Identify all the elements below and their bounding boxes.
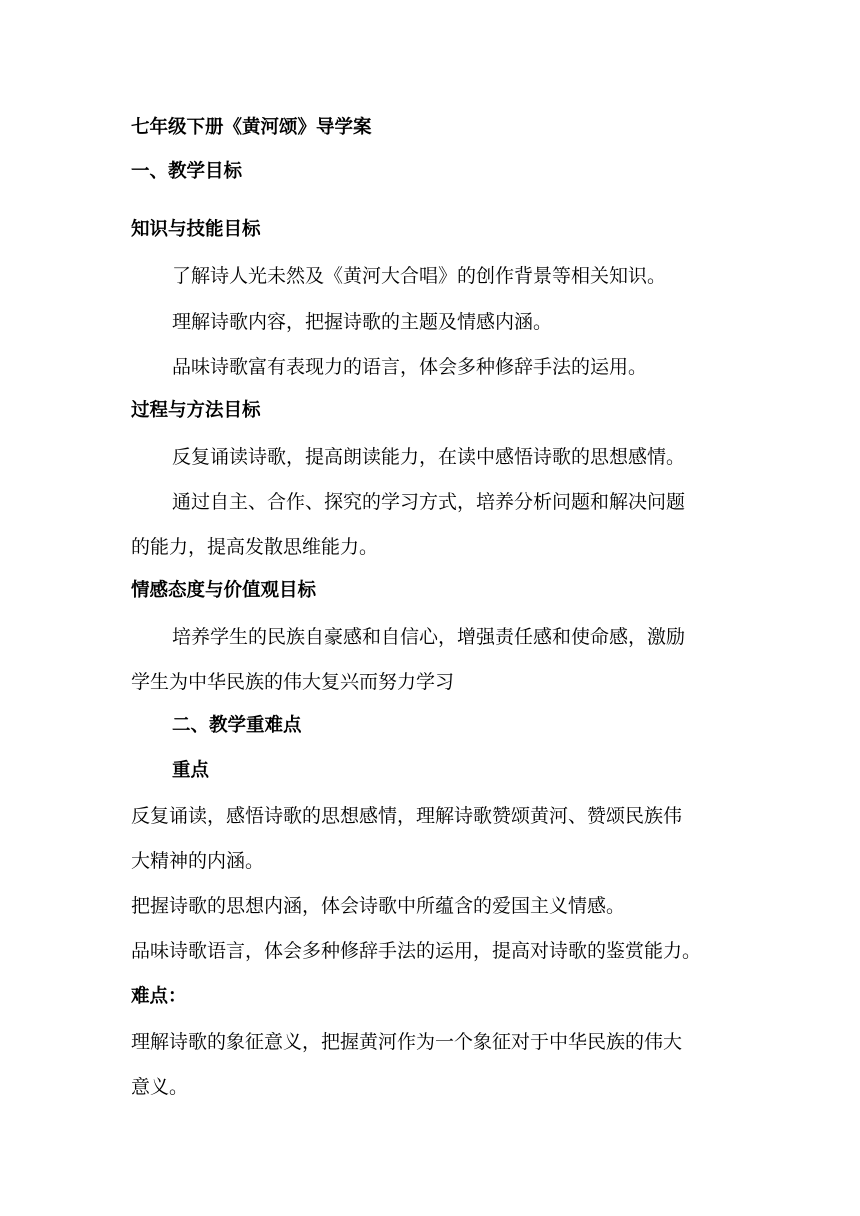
- subheading-knowledge-skills: 知识与技能目标: [131, 219, 261, 240]
- emotion-item-line-1: 培养学生的民族自豪感和自信心，增强责任感和使命感，激励: [172, 626, 686, 648]
- process-item-1: 反复诵读诗歌，提高朗读能力，在读中感悟诗歌的思想感情。: [172, 446, 686, 468]
- subheading-difficult-points: 难点：: [131, 986, 187, 1007]
- section-heading-teaching-goals: 一、教学目标: [131, 161, 243, 182]
- document-title: 七年级下册《黄河颂》导学案: [131, 117, 372, 138]
- emotion-item-line-2: 学生为中华民族的伟大复兴而努力学习: [131, 671, 455, 693]
- difficult-item-line-2: 意义。: [131, 1076, 189, 1098]
- key-item-2: 把握诗歌的思想内涵，体会诗歌中所蕴含的爱国主义情感。: [131, 895, 626, 917]
- key-item-1-line-1: 反复诵读，感悟诗歌的思想感情，理解诗歌赞颂黄河、赞颂民族伟: [131, 805, 683, 827]
- process-item-2-line-2: 的能力，提高发散思维能力。: [131, 536, 379, 558]
- knowledge-item-3: 品味诗歌富有表现力的语言，体会多种修辞手法的运用。: [172, 356, 648, 378]
- difficult-item-line-1: 理解诗歌的象征意义，把握黄河作为一个象征对于中华民族的伟大: [131, 1031, 683, 1053]
- knowledge-item-1: 了解诗人光未然及《黄河大合唱》的创作背景等相关知识。: [172, 265, 667, 287]
- key-item-1-line-2: 大精神的内涵。: [131, 850, 265, 872]
- subheading-emotion-values: 情感态度与价值观目标: [131, 580, 317, 601]
- subheading-process-method: 过程与方法目标: [131, 400, 261, 421]
- process-item-2-line-1: 通过自主、合作、探究的学习方式，培养分析问题和解决问题: [172, 491, 686, 513]
- section-heading-key-difficult: 二、教学重难点: [172, 715, 302, 736]
- knowledge-item-2: 理解诗歌内容，把握诗歌的主题及情感内涵。: [172, 311, 553, 333]
- key-item-3: 品味诗歌语言，体会多种修辞手法的运用，提高对诗歌的鉴赏能力。: [131, 940, 702, 962]
- subheading-key-points: 重点: [172, 760, 210, 781]
